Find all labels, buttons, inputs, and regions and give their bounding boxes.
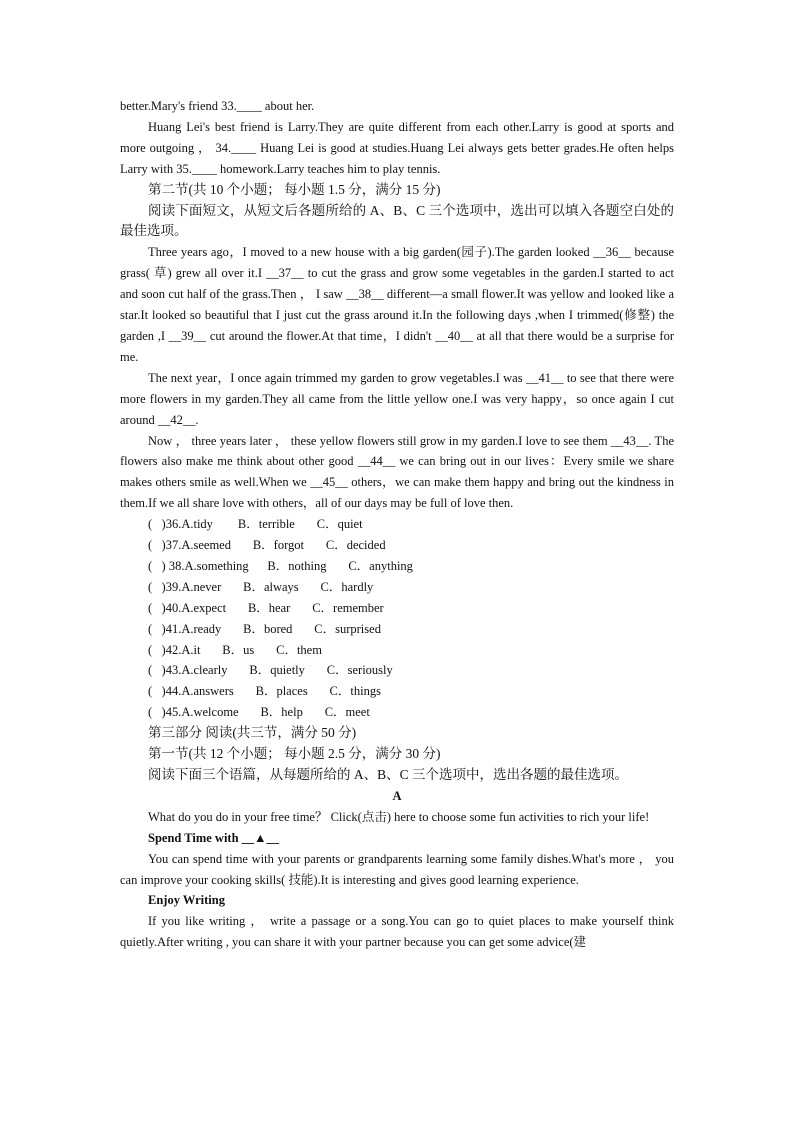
passage-label: A	[392, 788, 402, 803]
document-page	[120, 96, 674, 953]
subheading: Spend Time with __▲__	[148, 830, 280, 845]
subheading: Enjoy Writing	[148, 893, 225, 908]
section-heading: 第二节(共 10 个小题； 每小题 1.5 分，满分 15 分)	[148, 181, 441, 197]
option-line: ( ) 38.A.something B．nothing C．anything	[148, 558, 413, 573]
section-heading: 第一节(共 12 个小题； 每小题 2.5 分，满分 30 分)	[148, 746, 441, 762]
paragraph-huang-lei: Huang Lei's best friend is Larry.They are quite different from each other.Larry is good at sports and more outgoing ， 34.____ Huang Lei is good at studies.Huang Lei always gets better grades.He often helps Larry with 35.____ homework.Larry teaches him to play tennis.	[120, 119, 674, 176]
instruction-text: 阅读下面三个语篇，从每题所给的 A、B、C 三个选项中，选出各题的最佳选项。	[148, 767, 629, 782]
option-line: ( )43.A.clearly B．quietly C．seriously	[148, 663, 393, 678]
passage-paragraph: Three years ago，I moved to a new house with a big garden(园子).The garden looked __36__ because grass( 草) grew all over it.I __37__ to cut the grass and grow some vegetables in the garden.I started to act and soon cut half of the grass.Then ， I saw __38__ different—a small flower.It was yellow and looked like a star.It looked so beautiful that I just cut the grass around it.In the following days ,when I trimmed(修整) the garden ,I __39__ cut around the flower.At that time，I didn't __40__ at all that there would be a surprise for me.	[120, 245, 674, 364]
passage-paragraph: What do you do in your free time？ Click(点击) here to choose some fun activities to rich your life!	[148, 809, 650, 824]
option-line: ( )37.A.seemed B．forgot C．decided	[148, 538, 386, 553]
option-line: ( )44.A.answers B．places C．things	[148, 684, 381, 699]
option-line: ( )45.A.welcome B．help C．meet	[148, 705, 370, 720]
option-line: ( )36.A.tidy B．terrible C．quiet	[148, 517, 363, 532]
passage-paragraph: Now ， three years later ， these yellow flowers still grow in my garden.I love to see them __43__. The flowers also make me think about other good __44__ we can bring out in our lives：Every smile we share makes others smile as well.When we __45__ others，we can make them happy and bring out the kindness in them.If we all share love with others，all of our days may be full of love then.	[120, 433, 674, 511]
option-line: ( )39.A.never B．always C．hardly	[148, 579, 374, 594]
option-line: ( )42.A.it B．us C．them	[148, 642, 322, 657]
passage-paragraph: The next year，I once again trimmed my garden to grow vegetables.I was __41__ to see that there were more flowers in my garden.They all came from the little yellow one.I was very happy，so once again I cut around __42__.	[120, 370, 674, 427]
option-line: ( )41.A.ready B．bored C．surprised	[148, 621, 381, 636]
passage-paragraph: You can spend time with your parents or grandparents learning some family dishes.What's more ， you can improve your cooking skills( 技能).It is interesting and gives good learning experience.	[120, 851, 674, 887]
instruction-text: 阅读下面短文，从短文后各题所给的 A、B、C 三个选项中，选出可以填入各题空白处的最佳选项。	[120, 202, 674, 239]
text-line: better.Mary's friend 33.____ about her.	[120, 99, 315, 113]
option-line: ( )40.A.expect B．hear C．remember	[148, 600, 384, 615]
passage-paragraph: If you like writing ， write a passage or a song.You can go to quiet places to make yourself think quietly.After writing , you can share it with your partner because you can get some advice(建	[120, 914, 674, 950]
part-heading: 第三部分 阅读(共三节，满分 50 分)	[148, 725, 357, 741]
